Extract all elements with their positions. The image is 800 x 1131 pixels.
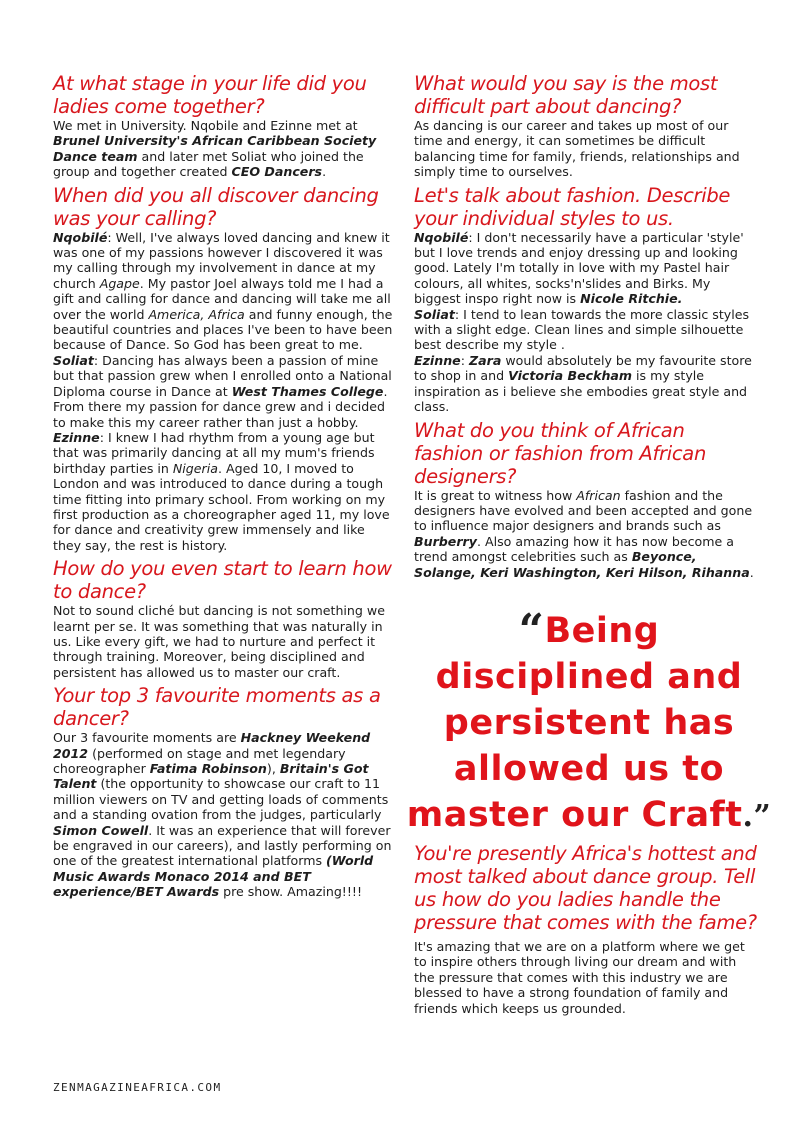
answer-span: It is great to witness how	[414, 487, 577, 503]
answer-span: .	[749, 564, 754, 580]
answer-text: It's amazing that we are on a platform where we get to inspire others through living our dream and with the pressure that comes with this industry we are blessed to have a strong foundation of family and friends which keeps us grounded.	[414, 939, 745, 1016]
site-footer: ZENMAGAZINEAFRICA.COM	[53, 1081, 222, 1094]
speaker-name: Soliat	[53, 352, 94, 368]
answer-span: and later met Soliat who joined the group and together created	[53, 148, 364, 180]
answer-emphasis: West Thames College	[231, 383, 384, 399]
answer-italic: African	[576, 487, 621, 503]
left-column	[53, 72, 393, 904]
answer-text: As dancing is our career and takes up most of our time and energy, it can sometimes be difficult balancing time for family, friends, relationships and simply time to ourselves.	[414, 118, 740, 180]
question-heading: When did you all discover dancing was your calling?	[53, 183, 379, 230]
answer-text	[53, 118, 393, 180]
speaker-name: Soliat	[414, 306, 455, 322]
answer-span: : Dancing has always been a passion of mine but that passion grew when I enrolled onto a National Diploma course in Dance at	[53, 352, 392, 399]
question-heading: What do you think of African fashion or fashion from African designers?	[414, 418, 706, 488]
open-quote-mark: “	[518, 605, 545, 656]
answer-text	[53, 730, 393, 899]
answer-span: ),	[266, 761, 280, 776]
speaker-name: Nqobilé	[53, 229, 108, 245]
answer-emphasis: Britain's Got Talent	[53, 761, 369, 792]
answer-italic: Nigeria	[172, 460, 218, 476]
question-heading: At what stage in your life did you ladies come together?	[53, 72, 367, 118]
answer-span: . Also amazing how it has now become a trend amongst celebrities such as	[414, 533, 734, 565]
speaker-name: Nqobilé	[414, 229, 469, 245]
answer-span: is my style inspiration as i believe she embodies great style and class.	[414, 368, 748, 415]
answer-span: .	[322, 164, 327, 180]
answer-emphasis: Nicole Ritchie.	[580, 291, 683, 307]
answer-text: Not to sound cliché but dancing is not something we learnt per se. It was something that was naturally in us. Like every gift, we had to nurture and perfect it through training. Moreover, being disciplined and persistent has allowed us to master our craft.	[53, 603, 385, 680]
answer-emphasis: Burberry	[414, 533, 477, 549]
answer-span: pre show. Amazing!!!!	[219, 884, 363, 900]
answer-text	[53, 230, 393, 554]
answer-text	[414, 230, 759, 415]
question-heading: How do you even start to learn how to dance?	[53, 557, 392, 604]
answer-span: : I don't necessarily have a particular 'style' but I love trends and enjoy dressing up and looking good. Lately I'm totally in love with my Pastel hair colours, all whites, socks'n'slides and Birks. My biggest inspo right now is	[414, 229, 744, 307]
question-heading: Let's talk about fashion. Describe your individual styles to us.	[414, 183, 731, 230]
speaker-name: Ezinne	[53, 429, 100, 445]
answer-span: . My pastor Joel always told me I had a gift and calling for dance and dancing will take me all over the world	[53, 275, 391, 322]
answer-span: Our 3 favourite moments are	[53, 730, 241, 746]
answer-emphasis: Fatima Robinson	[149, 761, 267, 776]
answer-emphasis: Beyonce, Solange, Keri Washington, Keri Hilson, Rihanna	[414, 549, 750, 580]
answer-emphasis: Brunel University's African Caribbean Society Dance team	[53, 133, 377, 164]
answer-emphasis: Simon Cowell	[53, 822, 149, 838]
answer-span: and funny enough, the beautiful countries and places I've been to have been because of Dance. So God has been great to me.	[53, 306, 393, 353]
answer-span: . From there my passion for dance grew and i decided to make this my career rather than just a hobby.	[53, 383, 388, 430]
answer-emphasis: CEO Dancers	[231, 164, 323, 180]
answer-span: fashion and the designers have evolved and been accepted and gone to influence major designers and brands such as	[414, 487, 753, 534]
answer-span: (performed on stage and met legendary choreographer	[53, 745, 346, 776]
answer-emphasis: Zara	[468, 352, 502, 368]
answer-span: We met in University. Nqobile and Ezinne met at	[53, 118, 358, 133]
pull-quote	[404, 605, 774, 840]
answer-span: :	[460, 352, 469, 368]
answer-span: (the opportunity to showcase our craft to 11 million viewers on TV and getting loads of comments and a standing ovation from the judges, particularly	[53, 776, 389, 823]
answer-span: . Aged 10, I moved to London and was introduced to dance during a tough time fitting into primary school. From working on my first production as a choreographer aged 11, my love for dance and creativity grew immensely and like they say, the rest is history.	[53, 460, 390, 553]
answer-emphasis: Victoria Beckham	[508, 368, 633, 384]
question-heading: Your top 3 favourite moments as a dancer?	[53, 684, 381, 731]
answer-span: would absolutely be my favourite store to shop in and	[414, 352, 752, 384]
close-quote-mark: .”	[742, 799, 772, 834]
question-heading: What would you say is the most difficult part about dancing?	[414, 72, 718, 118]
question-heading: You're presently Africa's hottest and most talked about dance group. Tell us how do you ladies handle the pressure that comes with the fame?	[414, 842, 757, 934]
answer-span: : I tend to lean towards the more classic styles with a slight edge. Clean lines and simple silhouette best describe my style .	[414, 306, 750, 353]
right-column-bottom	[414, 842, 759, 1020]
answer-text	[414, 488, 759, 580]
right-column	[414, 72, 759, 584]
answer-italic: Agape	[99, 275, 140, 291]
answer-span: . It was an experience that will forever be engraved in our careers), and lastly performing on one of the greatest international platforms	[53, 822, 392, 869]
answer-emphasis: (World Music Awards Monaco 2014 and BET experience/BET Awards	[53, 853, 374, 900]
answer-span: : Well, I've always loved dancing and knew it was one of my passions however I discovered it was my calling through my involvement in dance at my church	[53, 229, 390, 291]
pull-quote-text: Being disciplined and persistent has allowed us to master our Craft	[406, 611, 743, 835]
speaker-name: Ezinne	[414, 352, 461, 368]
answer-emphasis: Hackney Weekend 2012	[53, 730, 371, 761]
answer-span: : I knew I had rhythm from a young age but that was primarily dancing at all my mum's friends birthday parties in	[53, 429, 375, 476]
answer-italic: America, Africa	[148, 306, 245, 322]
